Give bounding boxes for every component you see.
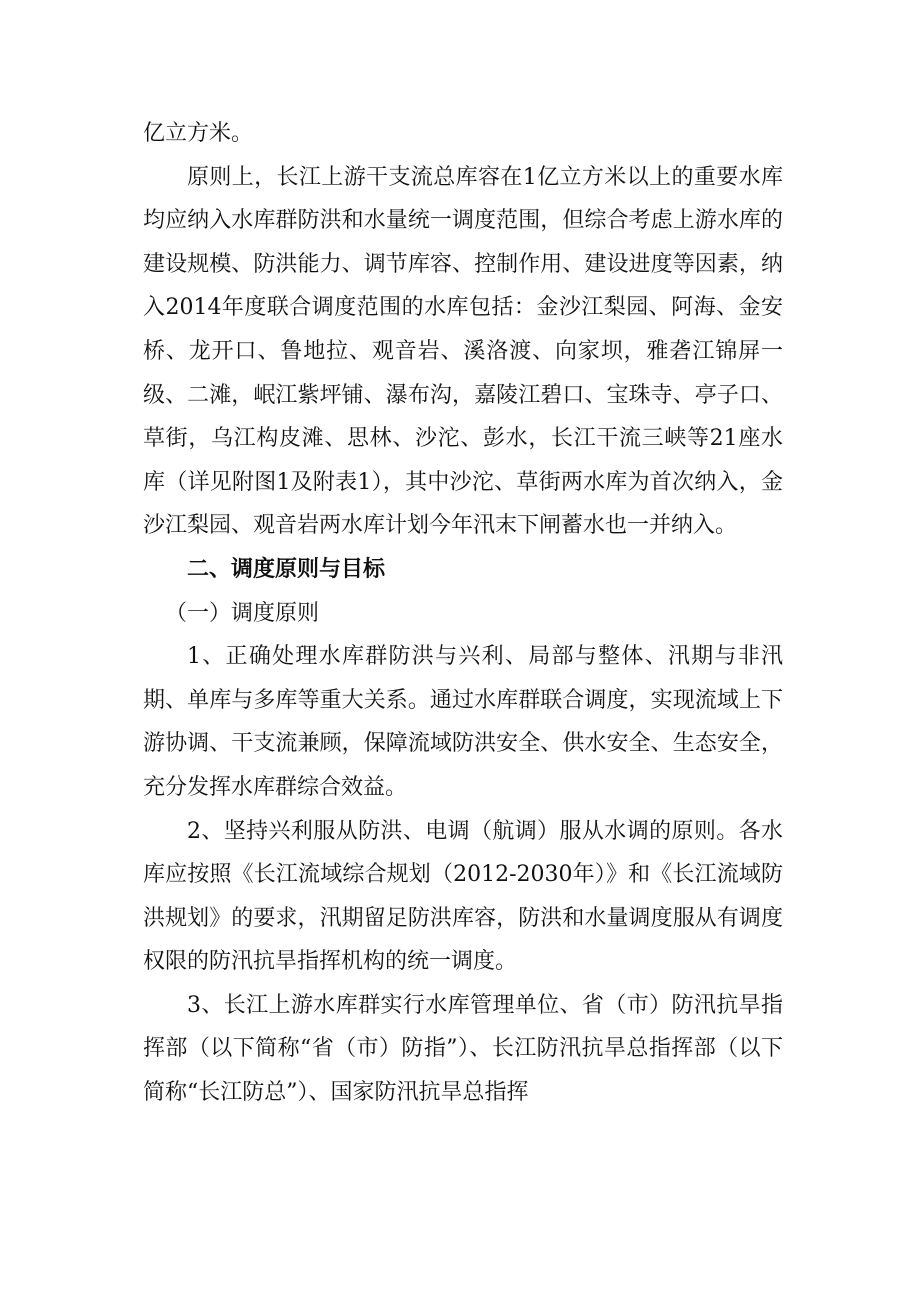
paragraph-principle-1: 1、正确处理水库群防洪与兴利、局部与整体、汛期与非汛期、单库与多库等重大关系。通过水库群联合调度，实现流域上下游协调、干支流兼顾，保障流域防洪安全、供水安全、生态安全，充分发挥水库群综合效益。	[143, 644, 783, 800]
document-body	[143, 112, 783, 1115]
paragraph-reservoir-scope: 原则上，长江上游干支流总库容在1亿立方米以上的重要水库均应纳入水库群防洪和水量统一调度范围，但综合考虑上游水库的建设规模、防洪能力、调节库容、控制作用、建设进度等因素，纳入2014年度联合调度范围的水库包括：金沙江梨园、阿海、金安桥、龙开口、鲁地拉、观音岩、溪洛渡、向家坝，雅砻江锦屏一级、二滩，岷江紫坪铺、瀑布沟，嘉陵江碧口、宝珠寺、亭子口、草街，乌江构皮滩、思林、沙沱、彭水，长江干流三峡等21座水库（详见附图1及附表1），其中沙沱、草街两水库为首次纳入，金沙江梨园、观音岩两水库计划今年汛末下闸蓄水也一并纳入。	[143, 164, 783, 539]
subsection-heading: （一）调度原则	[165, 600, 320, 626]
paragraph-principle-2: 2、坚持兴利服从防洪、电调（航调）服从水调的原则。各水库应按照《长江流域综合规划（2012-2030年）》和《长江流域防洪规划》的要求，汛期留足防洪库容，防洪和水量调度服从有调度权限的防汛抗旱指挥机构的统一调度。	[143, 818, 783, 975]
paragraph-principle-3: 3、长江上游水库群实行水库管理单位、省（市）防汛抗旱指挥部（以下简称“省（市）防指”）、长江防汛抗旱总指挥部（以下简称“长江防总”）、国家防汛抗旱总指挥	[143, 992, 783, 1106]
section-heading: 二、调度原则与目标	[187, 556, 386, 582]
paragraph-continuation: 亿立方米。	[143, 121, 254, 146]
